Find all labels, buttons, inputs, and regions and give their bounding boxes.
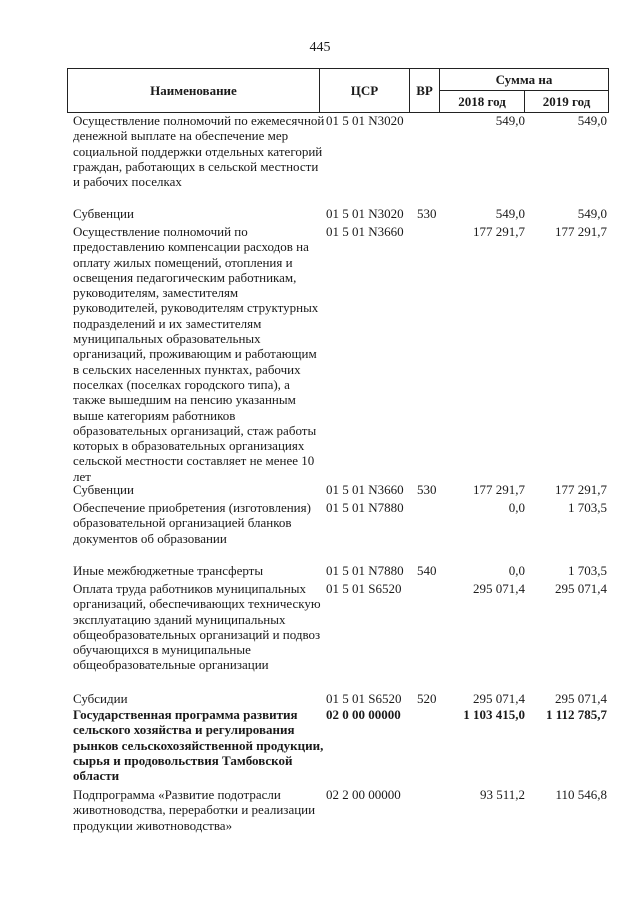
row-csr: 01 5 01 N3020 bbox=[326, 113, 404, 128]
row-sum-2018: 93 511,2 bbox=[479, 787, 525, 802]
row-csr: 01 5 01 N7880 bbox=[326, 500, 404, 515]
row-sum-2018: 0,0 bbox=[508, 563, 525, 578]
table-row bbox=[0, 581, 640, 691]
row-sum-2019: 177 291,7 bbox=[555, 482, 607, 497]
row-name: Обеспечение приобретения (изготовления) образовательной организацией бланков документов об образовании bbox=[73, 500, 311, 546]
header-vr: ВР bbox=[409, 69, 439, 112]
header-name: Наименование bbox=[150, 82, 237, 98]
row-sum-2019: 549,0 bbox=[577, 206, 607, 221]
row-sum-2019: 110 546,8 bbox=[555, 787, 607, 802]
row-vr: 520 bbox=[417, 691, 437, 706]
header-year-2019: 2019 год bbox=[524, 91, 608, 112]
table-row bbox=[0, 224, 640, 482]
row-sum-2018: 1 103 415,0 bbox=[463, 707, 525, 722]
table-row bbox=[0, 482, 640, 500]
page-number: 445 bbox=[309, 40, 331, 55]
table-row bbox=[0, 113, 640, 206]
table-row bbox=[0, 563, 640, 581]
row-sum-2019: 295 071,4 bbox=[555, 691, 607, 706]
row-csr: 01 5 01 N7880 bbox=[326, 563, 404, 578]
row-name: Осуществление полномочий по предоставлению компенсации расходов на оплату жилых помещений, отопления и освещения педагогическим работникам, руководителям, заместителям руководителей, руководителям структурных подразделений и их заместителям муниципальных образовательных организаций, проживающим и работающим в сельских населенных пунктах, рабочих поселках (поселках городского типа), а также вышедшим на пенсию указанным выше категориям работников образовательных организаций, стаж работы которых в образовательных организациях сельской местности составляет не менее 10 лет bbox=[73, 224, 319, 484]
header-sum: Сумма на bbox=[439, 69, 608, 91]
row-sum-2019: 177 291,7 bbox=[555, 224, 607, 239]
row-name: Субвенции bbox=[73, 482, 134, 497]
row-sum-2019: 1 112 785,7 bbox=[545, 707, 607, 722]
row-csr: 02 2 00 00000 bbox=[326, 787, 401, 802]
table-row bbox=[0, 787, 640, 849]
header-csr: ЦСР bbox=[319, 69, 409, 112]
row-sum-2019: 1 703,5 bbox=[568, 563, 607, 578]
row-vr: 530 bbox=[417, 482, 437, 497]
row-vr: 540 bbox=[417, 563, 437, 578]
row-name: Субсидии bbox=[73, 691, 128, 706]
row-sum-2019: 549,0 bbox=[577, 113, 607, 128]
row-sum-2018: 295 071,4 bbox=[473, 581, 525, 596]
row-csr: 01 5 01 N3020 bbox=[326, 206, 404, 221]
table-header bbox=[67, 68, 609, 113]
row-name: Оплата труда работников муниципальных организаций, обеспечивающих техническую эксплуатацию зданий муниципальных общеобразовательных организаций и подвоз обучающихся в муниципальные общеобразовательные организации bbox=[73, 581, 321, 673]
row-name: Осуществление полномочий по ежемесячной денежной выплате на обеспечение мер социальной поддержки отдельных категорий граждан, работающих в сельской местности и рабочих поселках bbox=[73, 113, 325, 190]
row-name: Субвенции bbox=[73, 206, 134, 221]
row-sum-2018: 549,0 bbox=[495, 206, 525, 221]
row-sum-2019: 1 703,5 bbox=[568, 500, 607, 515]
header-year-2018: 2018 год bbox=[439, 91, 524, 112]
table-row bbox=[0, 707, 640, 787]
table-row bbox=[0, 691, 640, 707]
row-sum-2018: 295 071,4 bbox=[473, 691, 525, 706]
row-name: Иные межбюджетные трансферты bbox=[73, 563, 264, 578]
row-sum-2018: 0,0 bbox=[508, 500, 525, 515]
row-csr: 01 5 01 S6520 bbox=[326, 581, 402, 596]
row-name: Подпрограмма «Развитие подотрасли животноводства, переработки и реализации продукции животноводства» bbox=[73, 787, 316, 833]
row-sum-2018: 177 291,7 bbox=[473, 224, 525, 239]
row-csr: 01 5 01 S6520 bbox=[326, 691, 402, 706]
table-row bbox=[0, 206, 640, 224]
row-vr: 530 bbox=[417, 206, 437, 221]
row-csr: 01 5 01 N3660 bbox=[326, 224, 404, 239]
row-sum-2019: 295 071,4 bbox=[555, 581, 607, 596]
row-csr: 02 0 00 00000 bbox=[326, 707, 401, 722]
row-name: Государственная программа развития сельского хозяйства и регулирования рынков сельскохозяйственной продукции, сырья и продовольствия Тамбовской области bbox=[73, 707, 324, 784]
table-row bbox=[0, 500, 640, 563]
row-sum-2018: 177 291,7 bbox=[473, 482, 525, 497]
table-body bbox=[0, 113, 640, 849]
row-csr: 01 5 01 N3660 bbox=[326, 482, 404, 497]
row-sum-2018: 549,0 bbox=[495, 113, 525, 128]
